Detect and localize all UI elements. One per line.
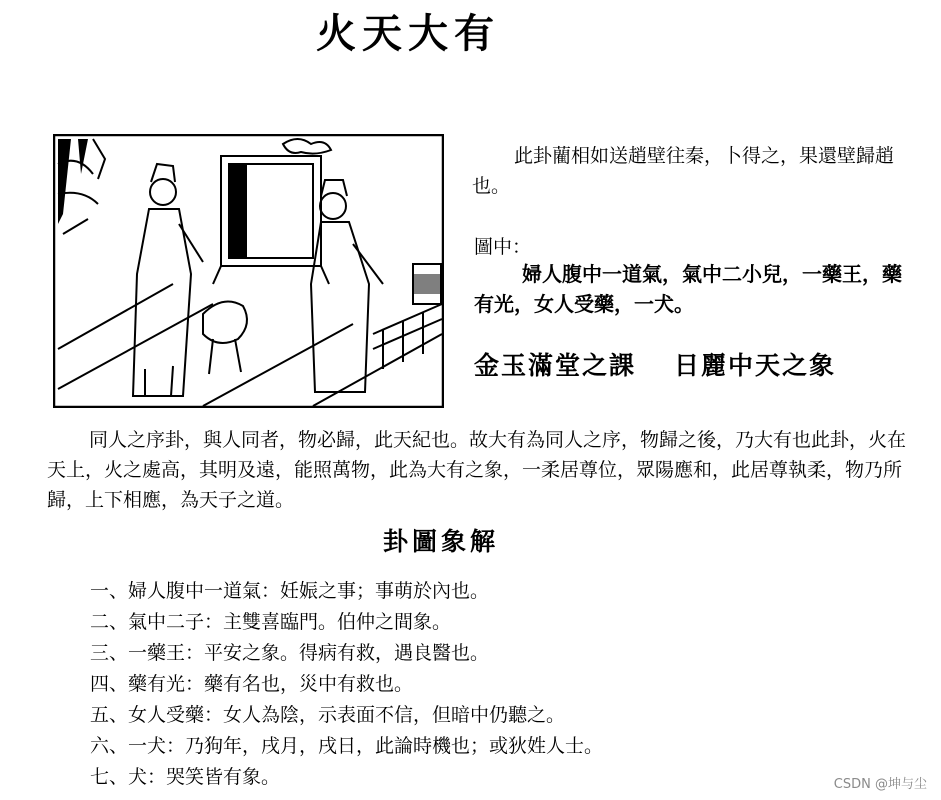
watermark: CSDN @坤与尘 [833, 777, 927, 792]
interpretation-list [90, 576, 603, 793]
list-item: 一、婦人腹中一道氣：妊娠之事；事萌於內也。 [90, 580, 490, 602]
phrase-1: 金玉滿堂之課 [474, 351, 637, 380]
woodblock-illustration [53, 134, 444, 408]
caption-label: 圖中： [474, 236, 532, 258]
list-item: 五、女人受藥：女人為陰，示表面不信，但暗中仍聽之。 [90, 704, 566, 726]
list-item: 三、一藥王：平安之象。得病有救，遇良醫也。 [90, 642, 490, 664]
list-item: 六、一犬：乃狗年，戌月，戌日，此論時機也；或狄姓人士。 [90, 735, 604, 757]
caption-text: 婦人腹中一道氣，氣中二小兒，一藥王，藥有光，女人受藥，一犬。 [474, 262, 902, 316]
phrase-2: 日麗中天之象 [674, 351, 837, 380]
section-title: 卦圖象解 [382, 527, 499, 556]
phrase-line [474, 346, 934, 382]
list-item: 四、藥有光：藥有名也，災中有救也。 [90, 673, 414, 695]
list-item: 七、犬：哭笑皆有象。 [90, 766, 281, 788]
body-paragraph: 同人之序卦，與人同者，物必歸，此天紀也。故大有為同人之序，物歸之後，乃大有也此卦，火在天上，火之處高，其明及遠，能照萬物，此為大有之象，一柔居尊位，眾陽應和，此居尊執柔，物乃所歸，上下相應，為天子之道。 [47, 429, 907, 511]
page-title: 火天大有 [316, 10, 500, 57]
intro-text: 此卦藺相如送趙壁往秦，卜得之，果還壁歸趙也。 [472, 145, 895, 197]
list-item: 二、氣中二子：主雙喜臨門。伯仲之間象。 [90, 611, 452, 633]
